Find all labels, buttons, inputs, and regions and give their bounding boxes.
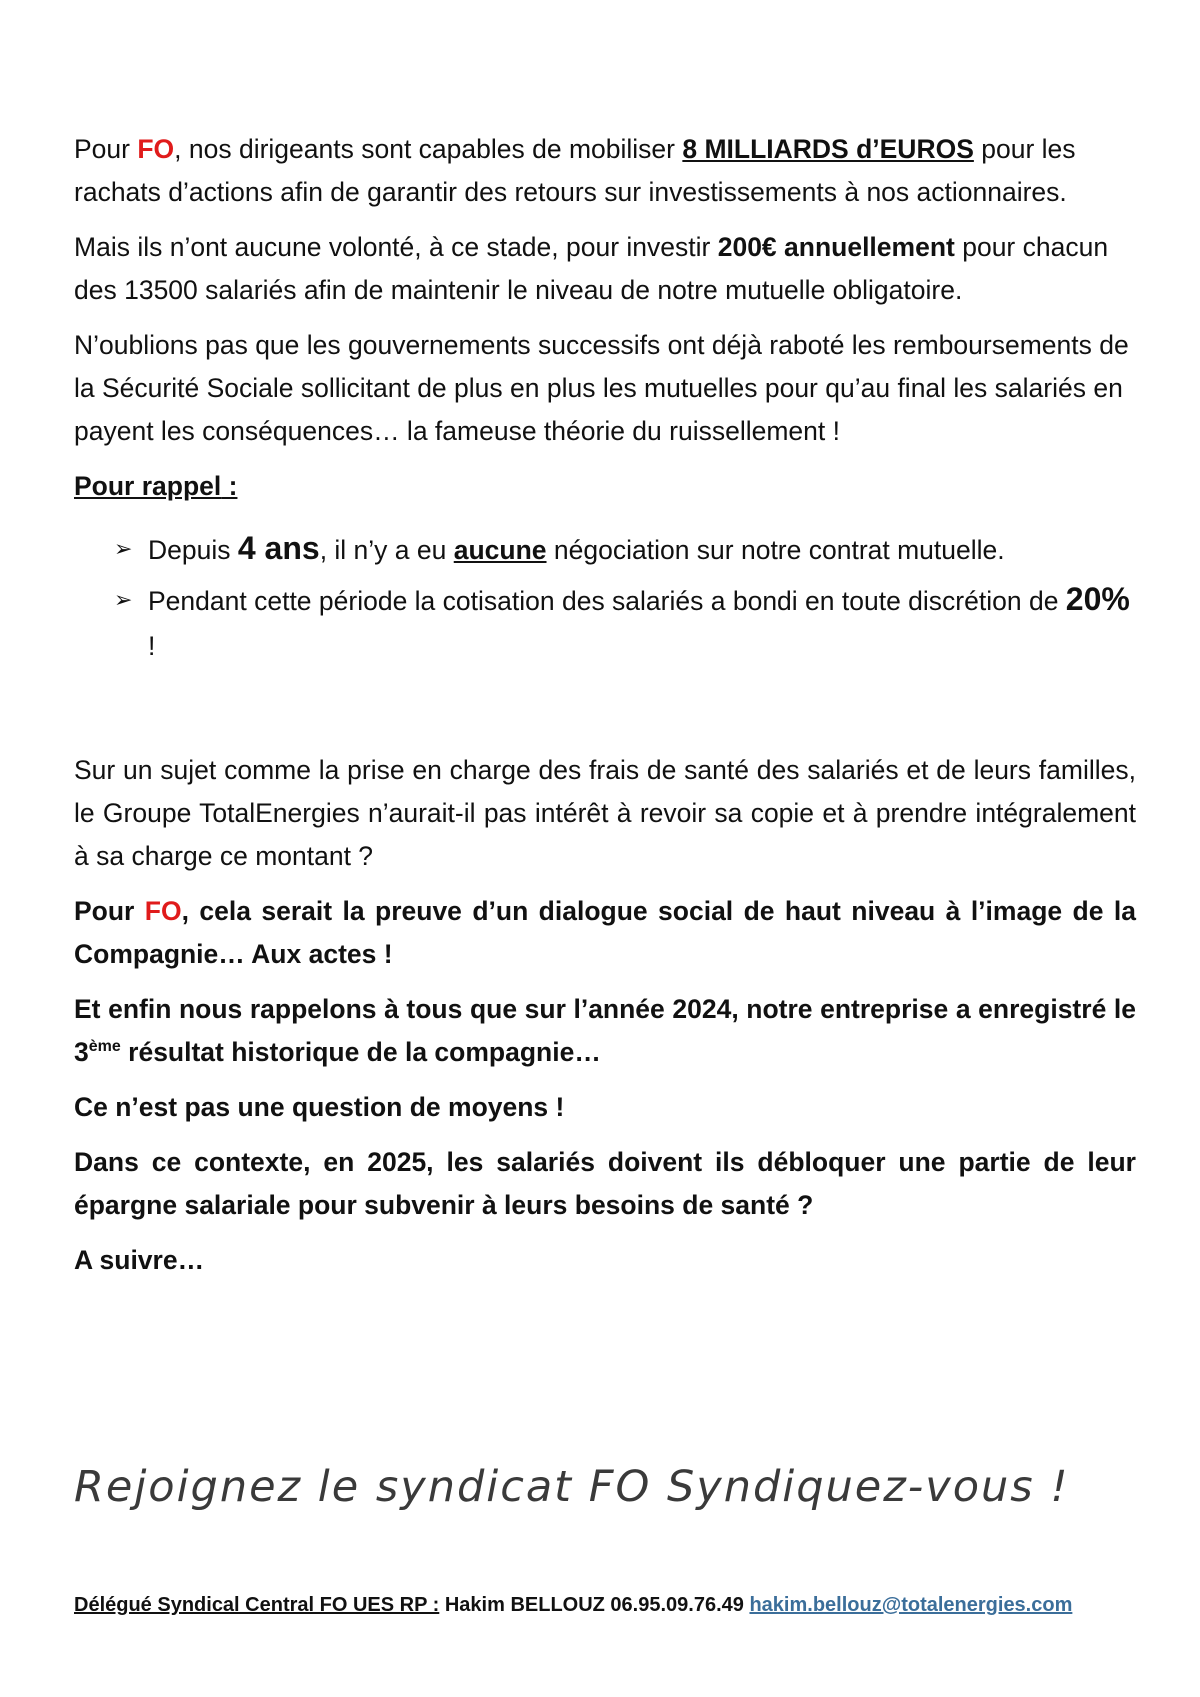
paragraph-social-dialogue: Pour FO, cela serait la preuve d’un dialogue social de haut niveau à l’image de la Compagnie… Aux actes ! bbox=[74, 896, 1136, 969]
list-item: ➢ Pendant cette période la cotisation des salariés a bondi en toute discrétion de 20% ! bbox=[114, 577, 1136, 669]
arrow-bullet-icon: ➢ bbox=[114, 587, 133, 612]
annual-amount-highlight: 200€ annuellement bbox=[717, 232, 955, 262]
fo-highlight: FO bbox=[137, 134, 175, 164]
reminder-heading: Pour rappel : bbox=[74, 471, 238, 501]
reminder-list bbox=[74, 526, 1136, 669]
amount-highlight: 8 MILLIARDS d’EUROS bbox=[682, 134, 974, 164]
union-slogan: Rejoignez le syndicat FO Syndiquez-vous ! bbox=[74, 1462, 1070, 1512]
paragraph-means: Ce n’est pas une question de moyens ! bbox=[74, 1092, 565, 1122]
list-item: ➢ Depuis 4 ans, il n’y a eu aucune négociation sur notre contrat mutuelle. bbox=[114, 526, 1136, 573]
footer-name-phone: Hakim BELLOUZ 06.95.09.76.49 bbox=[439, 1594, 750, 1616]
paragraph-to-follow: A suivre… bbox=[74, 1245, 205, 1275]
paragraph-results-2024: Et enfin nous rappelons à tous que sur l’année 2024, notre entreprise a enregistré le 3ème résultat historique de la compagnie… bbox=[74, 994, 1136, 1067]
fo-highlight: FO bbox=[144, 896, 182, 926]
document-body bbox=[74, 128, 1136, 1294]
footer-role: Délégué Syndical Central FO UES RP : bbox=[74, 1594, 440, 1616]
paragraph-governments: N’oublions pas que les gouvernements successifs ont déjà raboté les remboursements de la Sécurité Sociale sollicitant de plus en plus les mutuelles pour qu’au final les salariés en payent les conséquences… la fameuse théorie du ruissellement ! bbox=[74, 330, 1129, 446]
paragraph-savings-2025: Dans ce contexte, en 2025, les salariés doivent ils débloquer une partie de leur épargne salariale pour subvenir à leurs besoins de santé ? bbox=[74, 1147, 1136, 1220]
footer-contact bbox=[74, 1594, 1134, 1617]
paragraph-investment: Mais ils n’ont aucune volonté, à ce stade, pour investir 200€ annuellement pour chacun des 13500 salariés afin de maintenir le niveau de notre mutuelle obligatoire. bbox=[74, 232, 1109, 305]
paragraph-buybacks: Pour FO, nos dirigeants sont capables de mobiliser 8 MILLIARDS d’EUROS pour les rachats d’actions afin de garantir des retours sur investissements à nos actionnaires. bbox=[74, 134, 1076, 207]
footer-email-link[interactable]: hakim.bellouz@totalenergies.com bbox=[749, 1594, 1073, 1616]
paragraph-health-costs: Sur un sujet comme la prise en charge des frais de santé des salariés et de leurs familles, le Groupe TotalEnergies n’aurait-il pas intérêt à revoir sa copie et à prendre intégralement à sa charge ce montant ? bbox=[74, 755, 1136, 871]
arrow-bullet-icon: ➢ bbox=[114, 536, 133, 561]
